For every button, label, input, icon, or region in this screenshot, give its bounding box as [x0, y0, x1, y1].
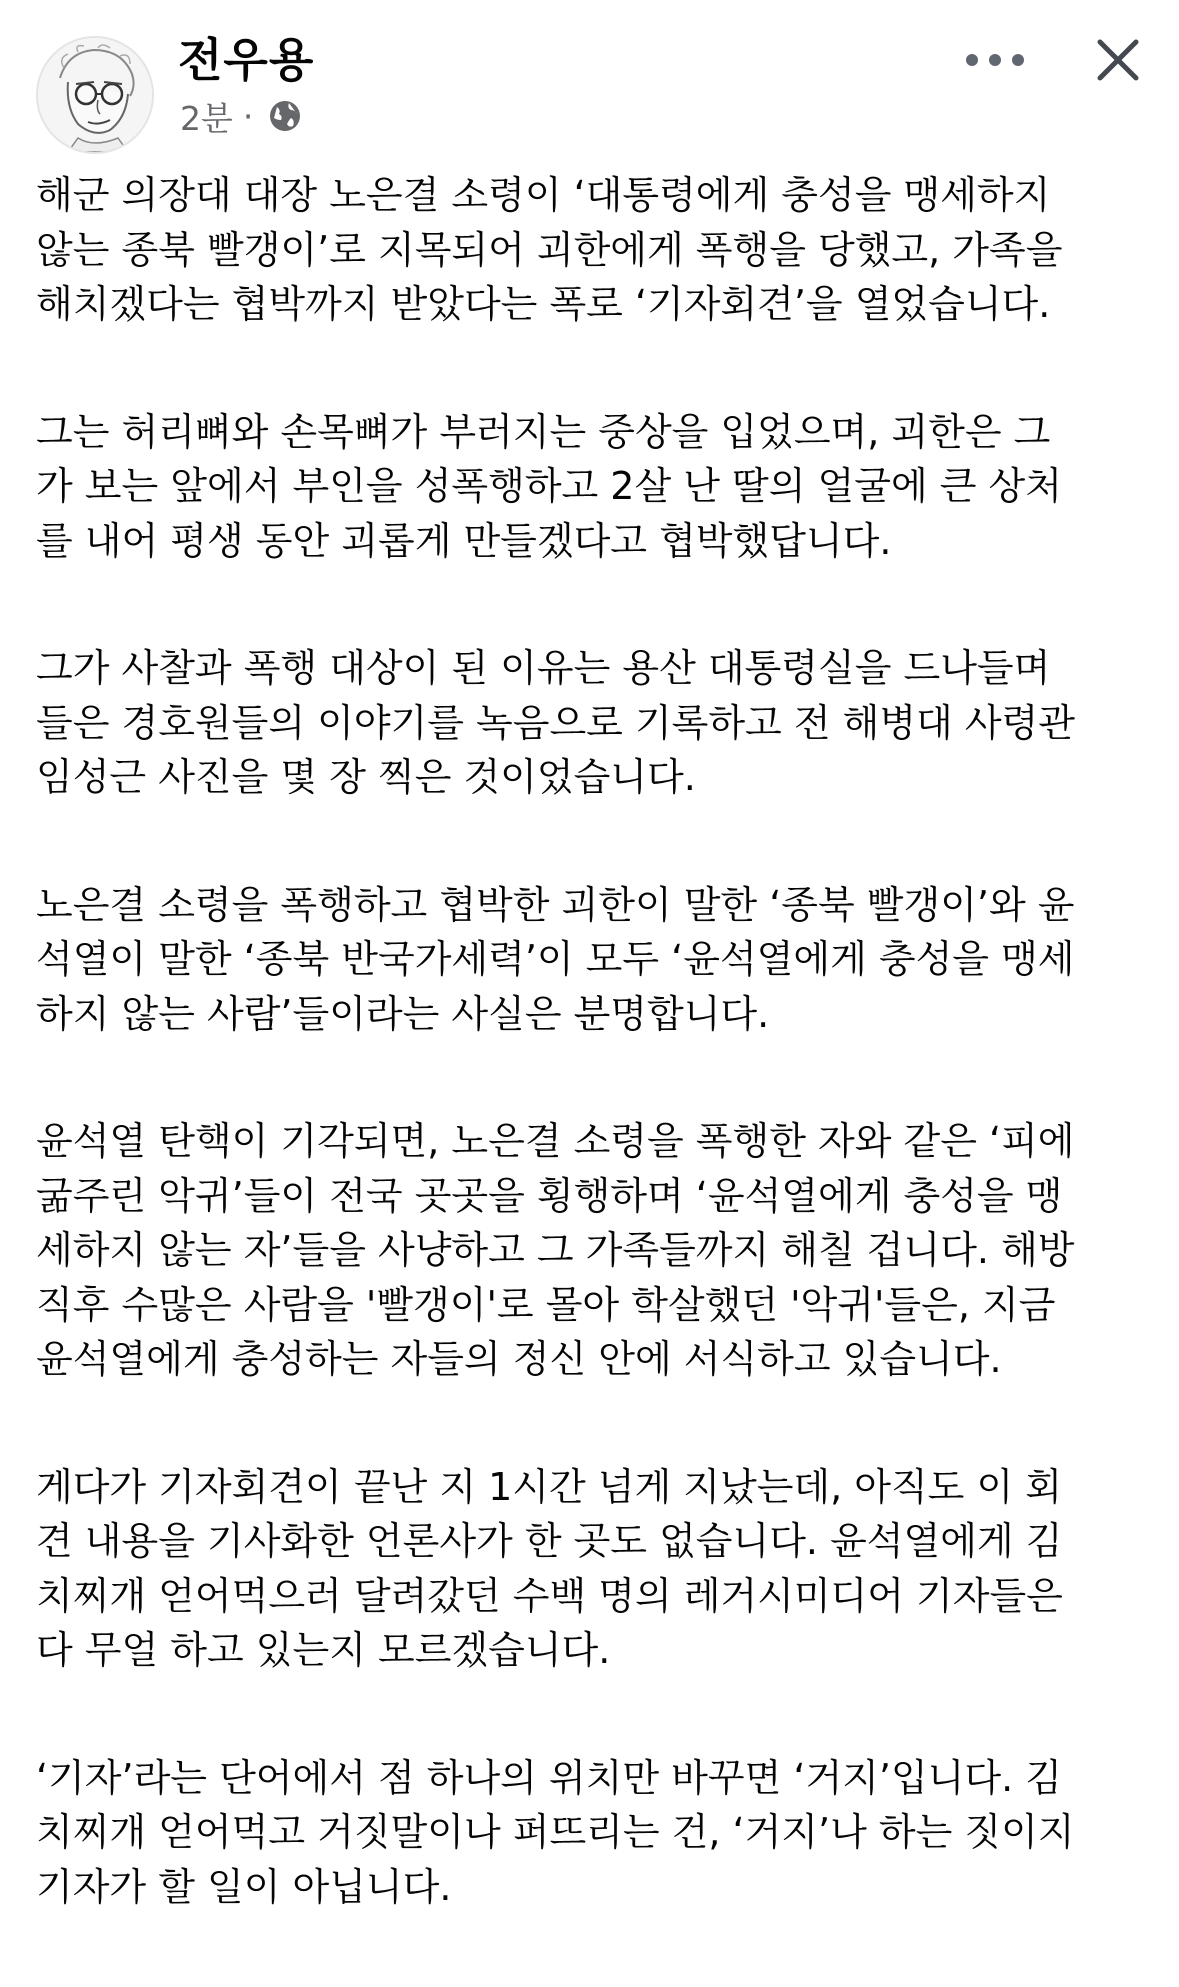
post-paragraph-1: 해군 의장대 대장 노은결 소령이 ‘대통령에게 충성을 맹세하지 않는 종북 빨갱이’로 지목되어 괴한에게 폭행을 당했고, 가족을 해치겠다는 협박까지 받았다는 폭로 ‘기자회견’을 열었습니다. [36, 173, 1063, 326]
globe-icon[interactable] [267, 98, 303, 134]
avatar[interactable] [36, 36, 154, 154]
post-paragraph-2: 그는 허리뼈와 손목뼈가 부러지는 중상을 입었으며, 괴한은 그 가 보는 앞에서 부인을 성폭행하고 2살 난 딸의 얼굴에 큰 상처 를 내어 평생 동안 괴롭게 만들겠다고 협박했답니다. [36, 409, 1062, 563]
close-icon[interactable] [1088, 30, 1148, 90]
post-header [0, 0, 1179, 150]
post-body [36, 168, 1156, 1987]
more-icon[interactable] [960, 38, 1030, 82]
post-meta [180, 94, 303, 138]
avatar-sketch-image [38, 38, 152, 152]
post-paragraph-7: ‘기자’라는 단어에서 점 하나의 위치만 바꾸면 ‘거지’입니다. 김 치찌개 얻어먹고 거짓말이나 퍼뜨리는 건, ‘거지’나 하는 짓이지 기자가 할 일이 아닙니다. [36, 1755, 1075, 1909]
post-time[interactable]: 2분 [180, 98, 233, 138]
post-paragraph-5: 윤석열 탄핵이 기각되면, 노은결 소령을 폭행한 자와 같은 ‘피에 굶주린 악귀’들이 전국 곳곳을 횡행하며 ‘윤석열에게 충성을 맹 세하지 않는 자’들을 사냥하고 그 가족들까지 해칠 겁니다. 해방 직후 수많은 사람을 '빨갱이'로 몰아 학살했던 '악귀'들은, 지금 윤석열에게 충성하는 자들의 정신 안에 서식하고 있습니다. [36, 1119, 1075, 1381]
post-paragraph-4: 노은결 소령을 폭행하고 협박한 괴한이 말한 ‘종북 빨갱이’와 윤 석열이 말한 ‘종북 반국가세력’이 모두 ‘윤석열에게 충성을 맹세 하지 않는 사람’들이라는 사실은 분명합니다. [36, 882, 1075, 1036]
author-name[interactable]: 전우용 [178, 33, 315, 87]
post-paragraph-6: 게다가 기자회견이 끝난 지 1시간 넘게 지났는데, 아직도 이 회 견 내용을 기사화한 언론사가 한 곳도 없습니다. 윤석열에게 김 치찌개 얻어먹으러 달려갔던 수백 명의 레거시미디어 기자들은 다 무얼 하고 있는지 모르겠습니다. [36, 1464, 1063, 1672]
meta-separator: · [242, 96, 254, 136]
post-paragraph-3: 그가 사찰과 폭행 대상이 된 이유는 용산 대통령실을 드나들며 들은 경호원들의 이야기를 녹음으로 기록하고 전 해병대 사령관 임성근 사진을 몇 장 찍은 것이었습니다. [36, 646, 1075, 799]
